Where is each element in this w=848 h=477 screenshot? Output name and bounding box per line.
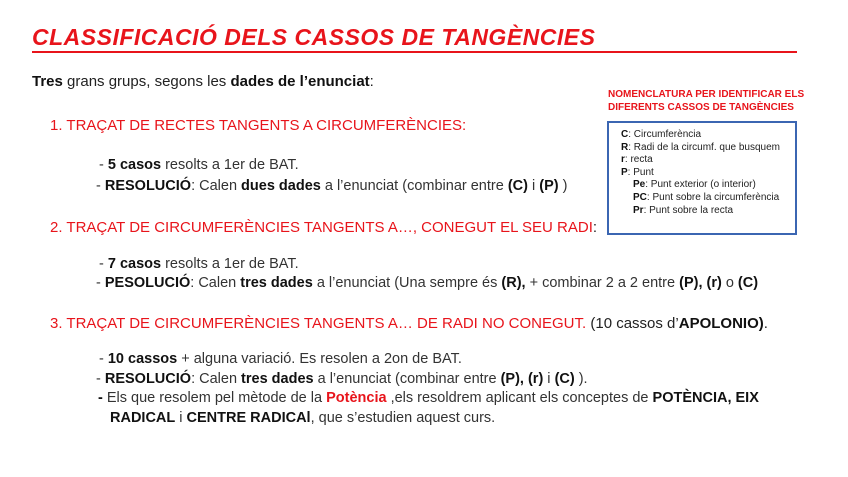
intro-post: : — [369, 73, 374, 90]
group3-line1: - 10 cassos + alguna variació. Es resolen a 2on de BAT. — [99, 351, 462, 367]
group3-line4: RADICAL i CENTRE RADICAl, que s’estudien aquest curs. — [110, 410, 496, 426]
intro-text — [32, 73, 374, 90]
group2-line2: - PESOLUCIÓ: Calen tres dades a l’enunciat (Una sempre és (R), + combinar 2 a 2 entre (P), (r) o (C) — [96, 275, 759, 291]
group2-heading: 2. TRAÇAT DE CIRCUMFERÈNCIES TANGENTS A…, CONEGUT EL SEU RADI: — [50, 219, 598, 236]
nom-item-pc: PC: Punt sobre la circumferència — [633, 191, 780, 203]
nomenclature-title: NOMENCLATURA PER IDENTIFICAR ELS DIFERENTS CASSOS DE TANGÈNCIES — [608, 89, 805, 113]
nom-item-pr: Pr: Punt sobre la recta — [633, 204, 734, 216]
intro-tres: Tres — [32, 73, 63, 90]
intro-bold: dades de l’enunciat — [230, 73, 370, 90]
nom-item-pe: Pe: Punt exterior (o interior) — [633, 179, 756, 191]
group2-line1: - 7 casos resolts a 1er de BAT. — [99, 256, 299, 272]
group3-line2: - RESOLUCIÓ: Calen tres dades a l’enunciat (combinar entre (P), (r) i (C) ). — [96, 371, 588, 387]
nom-item-c: C: Circumferència — [621, 129, 702, 140]
nom-item-r-line: r: recta — [621, 154, 653, 166]
page-title: CLASSIFICACIÓ DELS CASSOS DE TANGÈNCIES — [32, 24, 596, 50]
potencia-highlight: Potència — [326, 390, 387, 406]
title-underline — [32, 51, 797, 53]
group3-heading: 3. TRAÇAT DE CIRCUMFERÈNCIES TANGENTS A… DE RADI NO CONEGUT. (10 cassos d’APOLONIO). — [50, 315, 768, 332]
group3-line3: - Els que resolem pel mètode de la Potència ,els resoldrem aplicant els conceptes de POTÈNCIA, EIX — [98, 390, 759, 406]
intro-mid: grans grups, segons les — [62, 73, 231, 90]
group1-line1: - 5 casos resolts a 1er de BAT. — [99, 157, 299, 173]
nom-item-r-radius: R: Radi de la circumf. que busquem — [621, 141, 780, 153]
group1-heading: 1. TRAÇAT DE RECTES TANGENTS A CIRCUMFERÈNCIES: — [50, 117, 467, 134]
group1-line2: - RESOLUCIÓ: Calen dues dades a l’enunciat (combinar entre (C) i (P) ) — [96, 178, 568, 194]
nom-item-p: P: Punt — [621, 166, 654, 178]
nomenclature-box — [607, 121, 797, 235]
